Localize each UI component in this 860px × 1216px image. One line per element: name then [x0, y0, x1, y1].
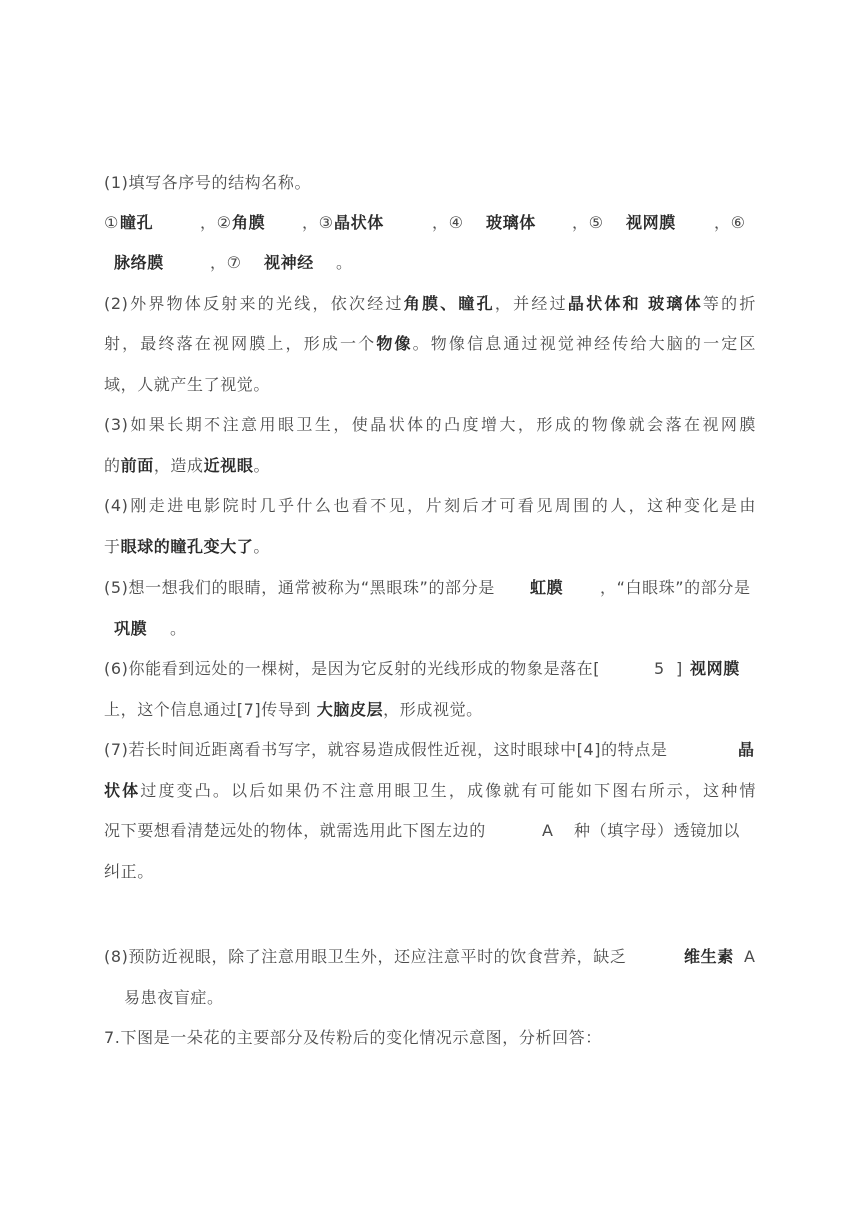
q6-line1: (6)你能看到远处的一棵树，是因为它反射的光线形成的物象是落在[ 5 ] 视网膜: [104, 659, 740, 678]
answer-5: 视网膜: [626, 213, 676, 232]
q8-line2: 易患夜盲症。: [124, 988, 224, 1007]
q2-line2: 射，最终落在视网膜上，形成一个物像。物像信息通过视觉神经传给大脑的一定区: [104, 334, 756, 353]
answer-1: 瞳孔: [120, 213, 154, 232]
q7-line3: 况下要想看清楚远处的物体，就需选用此下图左边的 A 种（填字母）透镜加以: [104, 821, 741, 840]
answer-4: 玻璃体: [486, 213, 536, 232]
answer-7: 视神经: [264, 253, 314, 272]
q3-line1: (3)如果长期不注意用眼卫生，使晶状体的凸度增大，形成的物像就会落在视网膜: [104, 415, 756, 434]
q5-line1: (5)想一想我们的眼睛，通常被称为“黑眼珠”的部分是 虹膜 ，“白眼珠”的部分是: [104, 578, 751, 597]
answer-6: 脉络膜: [114, 253, 164, 272]
q3-line2: 的前面，造成近视眼。: [104, 456, 271, 475]
q4-line2: 于眼球的瞳孔变大了。: [104, 537, 271, 556]
q2-line1: (2)外界物体反射来的光线，依次经过角膜、瞳孔，并经过晶状体和 玻璃体等的折: [104, 294, 756, 313]
q4-line1: (4)刚走进电影院时几乎什么也看不见，片刻后才可看见周围的人，这种变化是由: [104, 496, 756, 515]
question-7-heading: 7.下图是一朵花的主要部分及传粉后的变化情况示意图，分析回答：: [104, 1028, 602, 1047]
q1-answers-line1: ① 瞳孔 ，② 角膜 ，③ 晶状体 ，④ 玻璃体 ，⑤ 视网膜 ，⑥: [104, 208, 756, 238]
q7-line4: 纠正。: [104, 862, 154, 881]
q7-line2: 状体过度变凸。以后如果仍不注意用眼卫生，成像就有可能如下图右所示，这种情: [104, 781, 756, 800]
q7-line1: (7)若长时间近距离看书写字，就容易造成假性近视，这时眼球中[4]的特点是 晶: [104, 740, 755, 759]
q6-line2: 上，这个信息通过[7]传导到 大脑皮层，形成视觉。: [104, 700, 483, 719]
q5-line2: 巩膜 。: [114, 619, 187, 638]
q8-line1: (8)预防近视眼，除了注意用眼卫生外，还应注意平时的饮食营养，缺乏 维生素 A: [104, 947, 756, 966]
q1-prompt: (1)填写各序号的结构名称。: [104, 173, 312, 192]
q2-line3: 域，人就产生了视觉。: [104, 375, 271, 394]
answer-2: 角膜: [232, 213, 266, 232]
answer-3: 晶状体: [334, 213, 384, 232]
q1-answers-line2: 脉络膜 ，⑦ 视神经 。: [104, 248, 756, 278]
